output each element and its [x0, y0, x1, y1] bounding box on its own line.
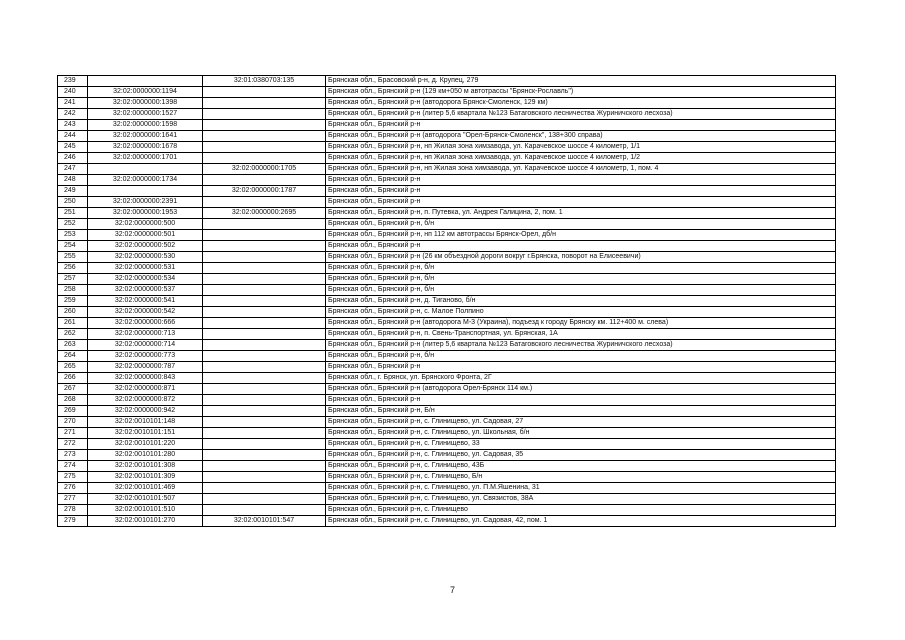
address-cell: Брянская обл., Брянский р-н, с. Глинищево, ул. П.М.Яшенина, 31	[326, 483, 836, 494]
row-number-cell: 262	[58, 329, 88, 340]
cadastral-number-cell: 32:02:0010101:510	[88, 505, 203, 516]
row-number-cell: 250	[58, 197, 88, 208]
table-row	[58, 208, 836, 219]
address-cell: Брянская обл., Брянский р-н, с. Глинищево, ул. Садовая, 42, пом. 1	[326, 516, 836, 527]
cadastral-number-cell: 32:02:0010101:308	[88, 461, 203, 472]
table-row	[58, 109, 836, 120]
linked-cadastral-number-cell	[203, 120, 326, 131]
address-cell: Брянская обл., Брянский р-н, д. Тиганово, б/н	[326, 296, 836, 307]
row-number-cell: 260	[58, 307, 88, 318]
address-cell: Брянская обл., Брянский р-н, с. Глинищево, 33	[326, 439, 836, 450]
row-number-cell: 241	[58, 98, 88, 109]
row-number-cell: 269	[58, 406, 88, 417]
linked-cadastral-number-cell	[203, 439, 326, 450]
cadastral-number-cell: 32:02:0010101:148	[88, 417, 203, 428]
linked-cadastral-number-cell	[203, 329, 326, 340]
address-cell: Брянская обл., Брянский р-н, с. Глинищево, ул. Садовая, 35	[326, 450, 836, 461]
address-cell: Брянская обл., Брянский р-н, нп Жилая зона химзавода, ул. Карачевское шоссе 4 километр, 1, пом. 4	[326, 164, 836, 175]
cadastral-table	[57, 75, 836, 527]
linked-cadastral-number-cell: 32:02:0000000:1705	[203, 164, 326, 175]
address-cell: Брянская обл., Брянский р-н, с. Малое Полпино	[326, 307, 836, 318]
table-row	[58, 351, 836, 362]
table-row	[58, 186, 836, 197]
cadastral-number-cell: 32:02:0000000:787	[88, 362, 203, 373]
cadastral-number-cell: 32:02:0000000:871	[88, 384, 203, 395]
cadastral-number-cell: 32:02:0000000:666	[88, 318, 203, 329]
row-number-cell: 278	[58, 505, 88, 516]
linked-cadastral-number-cell	[203, 505, 326, 516]
address-cell: Брянская обл., Брянский р-н, б/н	[326, 285, 836, 296]
address-cell: Брянская обл., Брянский р-н (литер 5,6 квартала №123 Батаговского лесничества Журиничского лесхоза)	[326, 109, 836, 120]
table-row	[58, 76, 836, 87]
address-cell: Брянская обл., Брянский р-н, б/н	[326, 263, 836, 274]
table-row	[58, 450, 836, 461]
cadastral-number-cell: 32:02:0000000:2391	[88, 197, 203, 208]
address-cell: Брянская обл., Брянский р-н (автодорога Брянск-Смоленск, 129 км)	[326, 98, 836, 109]
address-cell: Брянская обл., Брянский р-н (автодорога Орел-Брянск 114 км.)	[326, 384, 836, 395]
linked-cadastral-number-cell	[203, 340, 326, 351]
linked-cadastral-number-cell	[203, 351, 326, 362]
table-row	[58, 197, 836, 208]
row-number-cell: 279	[58, 516, 88, 527]
row-number-cell: 264	[58, 351, 88, 362]
address-cell: Брянская обл., Брянский р-н (26 км объездной дороги вокруг г.Брянска, поворот на Елисеевичи)	[326, 252, 836, 263]
row-number-cell: 251	[58, 208, 88, 219]
linked-cadastral-number-cell	[203, 142, 326, 153]
table-row	[58, 241, 836, 252]
linked-cadastral-number-cell	[203, 153, 326, 164]
address-cell: Брянская обл., Брянский р-н, нп Жилая зона химзавода, ул. Карачевское шоссе 4 километр, 1/2	[326, 153, 836, 164]
row-number-cell: 261	[58, 318, 88, 329]
cadastral-number-cell: 32:02:0000000:541	[88, 296, 203, 307]
cadastral-number-cell: 32:02:0000000:843	[88, 373, 203, 384]
table-body	[58, 76, 836, 527]
linked-cadastral-number-cell	[203, 274, 326, 285]
row-number-cell: 240	[58, 87, 88, 98]
address-cell: Брянская обл., Брянский р-н (129 км+050 м автотрассы "Брянск-Рославль")	[326, 87, 836, 98]
cadastral-number-cell	[88, 76, 203, 87]
linked-cadastral-number-cell	[203, 285, 326, 296]
table-row	[58, 395, 836, 406]
linked-cadastral-number-cell	[203, 197, 326, 208]
page-number: 7	[449, 585, 455, 595]
row-number-cell: 266	[58, 373, 88, 384]
cadastral-number-cell: 32:02:0000000:714	[88, 340, 203, 351]
linked-cadastral-number-cell	[203, 307, 326, 318]
linked-cadastral-number-cell	[203, 395, 326, 406]
address-cell: Брянская обл., Брянский р-н, с. Глинищево, ул. Связистов, 38А	[326, 494, 836, 505]
cadastral-number-cell: 32:02:0000000:501	[88, 230, 203, 241]
address-cell: Брянская обл., Брянский р-н, п. Свень-Транспортная, ул. Брянская, 1А	[326, 329, 836, 340]
address-cell: Брянская обл., Брянский р-н, Б/н	[326, 406, 836, 417]
address-cell: Брянская обл., Брянский р-н, б/н	[326, 219, 836, 230]
cadastral-number-cell: 32:02:0000000:713	[88, 329, 203, 340]
row-number-cell: 268	[58, 395, 88, 406]
cadastral-number-cell: 32:02:0000000:502	[88, 241, 203, 252]
cadastral-number-cell: 32:02:0000000:1527	[88, 109, 203, 120]
row-number-cell: 275	[58, 472, 88, 483]
linked-cadastral-number-cell	[203, 417, 326, 428]
linked-cadastral-number-cell	[203, 362, 326, 373]
row-number-cell: 249	[58, 186, 88, 197]
table-row	[58, 362, 836, 373]
address-cell: Брянская обл., Брянский р-н, п. Путевка, ул. Андрея Галицина, 2, пом. 1	[326, 208, 836, 219]
cadastral-number-cell: 32:02:0010101:151	[88, 428, 203, 439]
cadastral-number-cell: 32:02:0000000:1678	[88, 142, 203, 153]
row-number-cell: 258	[58, 285, 88, 296]
cadastral-number-cell: 32:02:0000000:872	[88, 395, 203, 406]
address-cell: Брянская обл., Брянский р-н	[326, 175, 836, 186]
row-number-cell: 274	[58, 461, 88, 472]
table-row	[58, 131, 836, 142]
linked-cadastral-number-cell	[203, 175, 326, 186]
linked-cadastral-number-cell	[203, 263, 326, 274]
row-number-cell: 254	[58, 241, 88, 252]
address-cell: Брянская обл., Брянский р-н	[326, 362, 836, 373]
table-row	[58, 307, 836, 318]
table-row	[58, 296, 836, 307]
address-cell: Брянская обл., г. Брянск, ул. Брянского Фронта, 2Г	[326, 373, 836, 384]
cadastral-number-cell: 32:02:0010101:309	[88, 472, 203, 483]
row-number-cell: 256	[58, 263, 88, 274]
address-cell: Брянская обл., Брянский р-н	[326, 395, 836, 406]
row-number-cell: 239	[58, 76, 88, 87]
table-row	[58, 406, 836, 417]
table-row	[58, 483, 836, 494]
table-row	[58, 461, 836, 472]
row-number-cell: 246	[58, 153, 88, 164]
cadastral-number-cell: 32:02:0000000:942	[88, 406, 203, 417]
table-row	[58, 329, 836, 340]
row-number-cell: 263	[58, 340, 88, 351]
address-cell: Брянская обл., Брасовский р-н, д. Крупец, 279	[326, 76, 836, 87]
linked-cadastral-number-cell	[203, 219, 326, 230]
row-number-cell: 273	[58, 450, 88, 461]
cadastral-number-cell: 32:02:0000000:530	[88, 252, 203, 263]
cadastral-number-cell: 32:02:0010101:270	[88, 516, 203, 527]
row-number-cell: 252	[58, 219, 88, 230]
table-row	[58, 142, 836, 153]
address-cell: Брянская обл., Брянский р-н	[326, 186, 836, 197]
row-number-cell: 257	[58, 274, 88, 285]
cadastral-number-cell: 32:02:0000000:500	[88, 219, 203, 230]
table-row	[58, 428, 836, 439]
linked-cadastral-number-cell	[203, 461, 326, 472]
address-cell: Брянская обл., Брянский р-н, нп Жилая зона химзавода, ул. Карачевское шоссе 4 километр, 1/1	[326, 142, 836, 153]
cadastral-number-cell	[88, 186, 203, 197]
cadastral-number-cell: 32:02:0000000:1398	[88, 98, 203, 109]
linked-cadastral-number-cell	[203, 318, 326, 329]
cadastral-number-cell: 32:02:0010101:280	[88, 450, 203, 461]
cadastral-number-cell: 32:02:0010101:469	[88, 483, 203, 494]
table-row	[58, 252, 836, 263]
table-row	[58, 384, 836, 395]
address-cell: Брянская обл., Брянский р-н, с. Глинищево, 43Б	[326, 461, 836, 472]
row-number-cell: 265	[58, 362, 88, 373]
cadastral-number-cell: 32:02:0000000:1953	[88, 208, 203, 219]
cadastral-number-cell: 32:02:0010101:507	[88, 494, 203, 505]
table-row	[58, 516, 836, 527]
address-cell: Брянская обл., Брянский р-н, б/н	[326, 351, 836, 362]
address-cell: Брянская обл., Брянский р-н, с. Глинищево	[326, 505, 836, 516]
table-row	[58, 417, 836, 428]
row-number-cell: 242	[58, 109, 88, 120]
row-number-cell: 253	[58, 230, 88, 241]
address-cell: Брянская обл., Брянский р-н, с. Глинищево, ул. Садовая, 27	[326, 417, 836, 428]
address-cell: Брянская обл., Брянский р-н, с. Глинищево, ул. Школьная, б/н	[326, 428, 836, 439]
row-number-cell: 248	[58, 175, 88, 186]
linked-cadastral-number-cell	[203, 87, 326, 98]
table-row	[58, 263, 836, 274]
cadastral-number-cell: 32:02:0000000:537	[88, 285, 203, 296]
linked-cadastral-number-cell	[203, 450, 326, 461]
row-number-cell: 272	[58, 439, 88, 450]
row-number-cell: 259	[58, 296, 88, 307]
row-number-cell: 271	[58, 428, 88, 439]
row-number-cell: 243	[58, 120, 88, 131]
cadastral-number-cell: 32:02:0000000:1641	[88, 131, 203, 142]
linked-cadastral-number-cell	[203, 483, 326, 494]
linked-cadastral-number-cell	[203, 428, 326, 439]
cadastral-number-cell	[88, 164, 203, 175]
row-number-cell: 276	[58, 483, 88, 494]
linked-cadastral-number-cell	[203, 373, 326, 384]
linked-cadastral-number-cell	[203, 241, 326, 252]
table-row	[58, 87, 836, 98]
row-number-cell: 267	[58, 384, 88, 395]
row-number-cell: 244	[58, 131, 88, 142]
table-row	[58, 274, 836, 285]
cadastral-number-cell: 32:02:0010101:220	[88, 439, 203, 450]
table-row	[58, 98, 836, 109]
linked-cadastral-number-cell: 32:02:0010101:547	[203, 516, 326, 527]
cadastral-number-cell: 32:02:0000000:1598	[88, 120, 203, 131]
linked-cadastral-number-cell	[203, 131, 326, 142]
address-cell: Брянская обл., Брянский р-н	[326, 241, 836, 252]
cadastral-number-cell: 32:02:0000000:1194	[88, 87, 203, 98]
address-cell: Брянская обл., Брянский р-н, с. Глинищево, Б/н	[326, 472, 836, 483]
table-row	[58, 494, 836, 505]
table-row	[58, 230, 836, 241]
table-row	[58, 175, 836, 186]
linked-cadastral-number-cell: 32:02:0000000:2695	[203, 208, 326, 219]
address-cell: Брянская обл., Брянский р-н	[326, 197, 836, 208]
table-row	[58, 285, 836, 296]
row-number-cell: 277	[58, 494, 88, 505]
address-cell: Брянская обл., Брянский р-н (литер 5,6 квартала №123 Батаговского лесничества Журиничского лесхоза)	[326, 340, 836, 351]
address-cell: Брянская обл., Брянский р-н (автодорога М-3 (Украина), подъезд к городу Брянску км. 112+400 м. слева)	[326, 318, 836, 329]
table-row	[58, 318, 836, 329]
cadastral-number-cell: 32:02:0000000:542	[88, 307, 203, 318]
cadastral-number-cell: 32:02:0000000:773	[88, 351, 203, 362]
table-row	[58, 219, 836, 230]
address-cell: Брянская обл., Брянский р-н (автодорога "Орел-Брянск-Смоленск", 138+300 справа)	[326, 131, 836, 142]
table-row	[58, 164, 836, 175]
linked-cadastral-number-cell	[203, 109, 326, 120]
table-row	[58, 153, 836, 164]
table-row	[58, 340, 836, 351]
table-row	[58, 439, 836, 450]
cadastral-number-cell: 32:02:0000000:531	[88, 263, 203, 274]
cadastral-number-cell: 32:02:0000000:1701	[88, 153, 203, 164]
row-number-cell: 255	[58, 252, 88, 263]
row-number-cell: 247	[58, 164, 88, 175]
linked-cadastral-number-cell: 32:02:0000000:1787	[203, 186, 326, 197]
linked-cadastral-number-cell	[203, 296, 326, 307]
address-cell: Брянская обл., Брянский р-н, б/н	[326, 274, 836, 285]
table-row	[58, 505, 836, 516]
linked-cadastral-number-cell	[203, 472, 326, 483]
address-cell: Брянская обл., Брянский р-н, нп 112 км автотрассы Брянск-Орел, дб/н	[326, 230, 836, 241]
row-number-cell: 270	[58, 417, 88, 428]
table-row	[58, 120, 836, 131]
linked-cadastral-number-cell	[203, 494, 326, 505]
table-row	[58, 472, 836, 483]
linked-cadastral-number-cell	[203, 406, 326, 417]
linked-cadastral-number-cell	[203, 98, 326, 109]
cadastral-number-cell: 32:02:0000000:534	[88, 274, 203, 285]
row-number-cell: 245	[58, 142, 88, 153]
linked-cadastral-number-cell	[203, 384, 326, 395]
cadastral-number-cell: 32:02:0000000:1734	[88, 175, 203, 186]
table-row	[58, 373, 836, 384]
linked-cadastral-number-cell	[203, 252, 326, 263]
address-cell: Брянская обл., Брянский р-н	[326, 120, 836, 131]
linked-cadastral-number-cell	[203, 230, 326, 241]
linked-cadastral-number-cell: 32:01:0380703:135	[203, 76, 326, 87]
